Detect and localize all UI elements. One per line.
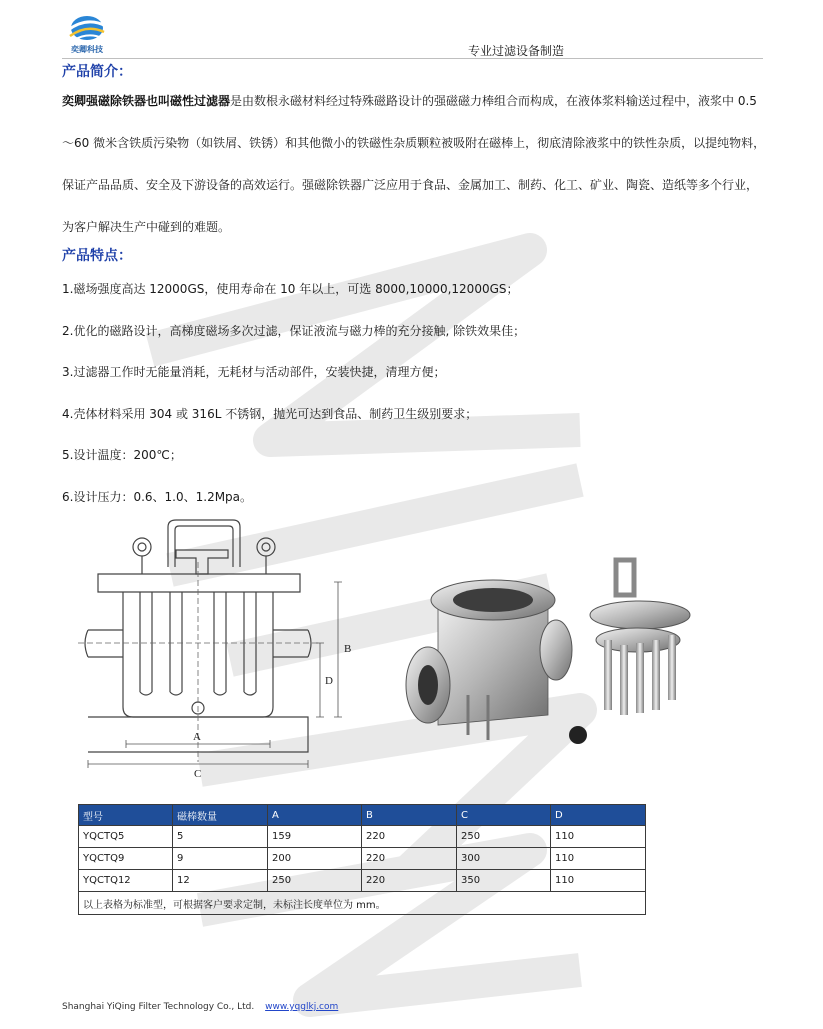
header-cell-model: 型号: [79, 805, 173, 826]
header-cell-d: D: [551, 805, 646, 826]
feature-item-4: 4.壳体材料采用 304 或 316L 不锈钢，抛光可达到食品、制药卫生级别要求；: [62, 407, 478, 421]
table-cell: 220: [362, 848, 457, 870]
feature-item-2: 2.优化的磁路设计，高梯度磁场多次过滤，保证液流与磁力棒的充分接触, 除铁效果佳；: [62, 324, 526, 338]
table-cell: 110: [551, 826, 646, 848]
table-cell: 220: [362, 870, 457, 892]
table-cell: YQCTQ9: [79, 848, 173, 870]
table-header-row: [79, 805, 646, 826]
footer-company: Shanghai YiQing Filter Technology Co., Ltd.: [62, 1002, 255, 1012]
header-tagline: 专业过滤设备制造: [468, 44, 565, 58]
dim-label-d: D: [325, 675, 333, 687]
dim-label-a: A: [193, 731, 201, 743]
table-cell: 5: [173, 826, 268, 848]
table-note-row: [79, 892, 646, 915]
table-row: [79, 870, 646, 892]
table-cell: 110: [551, 870, 646, 892]
table-cell: 250: [268, 870, 362, 892]
header-cell-a: A: [268, 805, 362, 826]
table-row: [79, 826, 646, 848]
page-footer: [62, 1002, 338, 1012]
header-cell-b: B: [362, 805, 457, 826]
spec-table: [78, 804, 646, 915]
feature-item-5: 5.设计温度：200℃；: [62, 448, 182, 462]
header-divider: [62, 58, 763, 59]
feature-item-6: 6.设计压力：0.6、1.0、1.2Mpa。: [62, 490, 253, 504]
footer-website-link[interactable]: www.yqglkj.com: [265, 1002, 339, 1012]
table-note: 以上表格为标准型，可根据客户要求定制，未标注长度单位为 mm。: [79, 892, 646, 915]
logo-text: 奕卿科技: [71, 45, 103, 54]
feature-item-3: 3.过滤器工作时无能量消耗，无耗材与活动部件，安装快捷，清理方便；: [62, 365, 446, 379]
header-cell-count: 磁棒数量: [173, 805, 268, 826]
product-name: 奕卿强磁除铁器也叫磁性过滤器: [62, 94, 231, 108]
table-cell: 12: [173, 870, 268, 892]
table-cell: 159: [268, 826, 362, 848]
table-cell: 200: [268, 848, 362, 870]
table-cell: YQCTQ5: [79, 826, 173, 848]
intro-text: 是由数根永磁材料经过特殊磁路设计的强磁磁力棒组合而构成，在液体浆料输送过程中，液浆中 0.5～60 微米含铁质污染物（如铁屑、铁锈）和其他微小的铁磁性杂质颗粒被吸附在磁棒上，彻底清除液浆中的铁性杂质，以提纯物料，保证产品品质、安全及下游设备的高效运行。强磁除铁器广泛应用于食品、金属加工、制药、化工、矿业、陶瓷、造纸等多个行业，为客户解决生产中碰到的难题。: [62, 94, 766, 234]
product-photo: [398, 555, 710, 750]
dim-label-c: C: [194, 768, 202, 780]
header-cell-c: C: [457, 805, 551, 826]
technical-drawing: [68, 512, 368, 782]
table-cell: 220: [362, 826, 457, 848]
table-row: [79, 848, 646, 870]
table-cell: YQCTQ12: [79, 870, 173, 892]
table-cell: 350: [457, 870, 551, 892]
feature-item-1: 1.磁场强度高达 12000GS，使用寿命在 10 年以上，可选 8000,10000,12000GS；: [62, 282, 519, 296]
features-title: 产品特点：: [62, 248, 132, 264]
table-cell: 9: [173, 848, 268, 870]
intro-title: 产品简介：: [62, 64, 132, 80]
table-cell: 110: [551, 848, 646, 870]
dim-label-b: B: [344, 643, 352, 655]
table-cell: 300: [457, 848, 551, 870]
intro-paragraph: [62, 80, 767, 248]
table-cell: 250: [457, 826, 551, 848]
